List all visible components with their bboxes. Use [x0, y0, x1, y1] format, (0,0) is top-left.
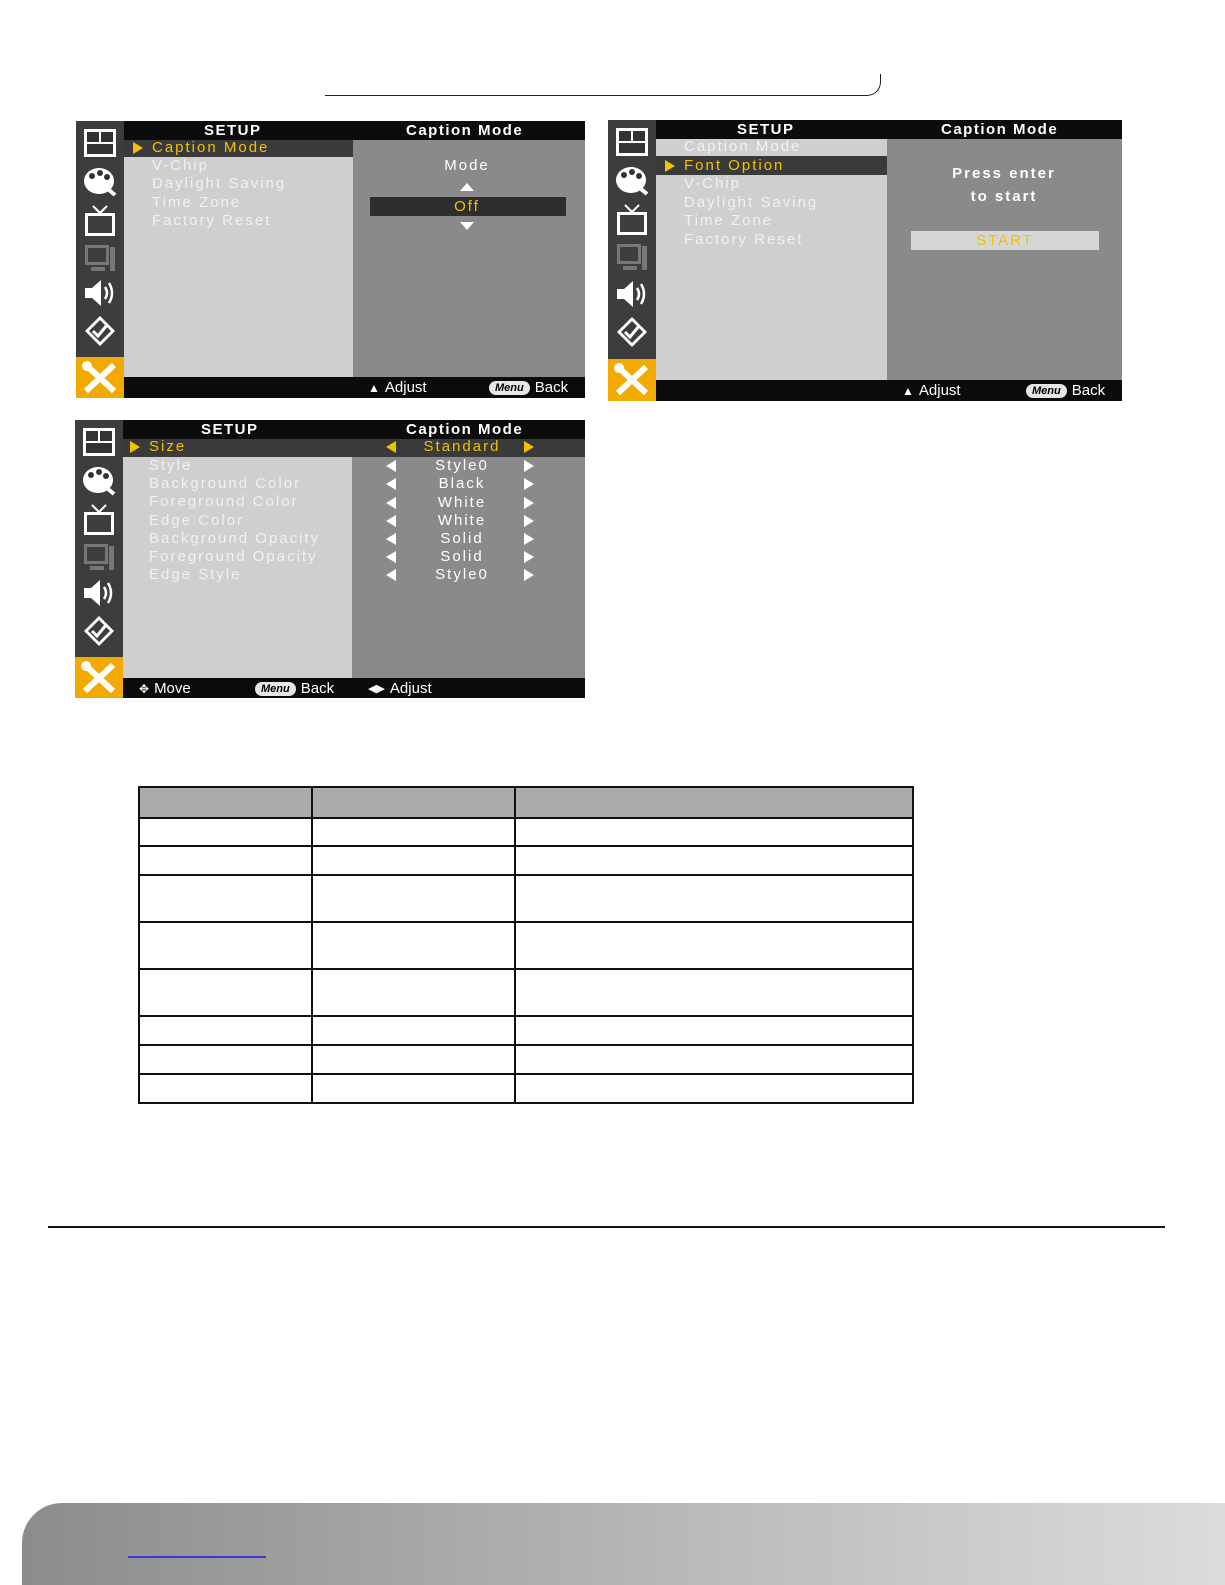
- menu-item-caption-mode[interactable]: Caption Mode: [152, 139, 270, 156]
- setup-tools-icon[interactable]: [608, 359, 656, 401]
- menu-item-time-zone[interactable]: Time Zone: [684, 212, 774, 229]
- setting-label-background-color[interactable]: Background Color: [149, 475, 302, 492]
- menu-item-v-chip[interactable]: V-Chip: [152, 157, 210, 174]
- right-arrow-icon[interactable]: [524, 478, 534, 490]
- picture-layout-icon[interactable]: [611, 123, 653, 161]
- page-footer-bar: [22, 1503, 1225, 1585]
- mode-label: Mode: [444, 157, 490, 174]
- menu-item-caption-mode[interactable]: Caption Mode: [684, 138, 802, 155]
- tv-icon[interactable]: [79, 202, 121, 240]
- menu-key-icon[interactable]: Menu: [1026, 384, 1067, 398]
- mode-value[interactable]: Off: [454, 198, 480, 215]
- osd-panel-font-settings: [75, 420, 585, 698]
- left-arrow-icon[interactable]: [386, 569, 396, 581]
- menu-item-factory-reset[interactable]: Factory Reset: [684, 231, 804, 248]
- footer-back[interactable]: Back: [1071, 382, 1106, 399]
- right-arrow-icon[interactable]: [524, 441, 534, 453]
- osd-panel-font-option: [608, 120, 1122, 401]
- tv-icon[interactable]: [611, 201, 653, 239]
- left-arrow-icon[interactable]: [386, 441, 396, 453]
- section-divider: [48, 1226, 1165, 1228]
- table-row: [139, 1016, 913, 1045]
- footer-adjust: Adjust: [389, 680, 432, 697]
- setting-label-background-opacity[interactable]: Background Opacity: [149, 530, 321, 547]
- osd-footer: [124, 377, 585, 398]
- checklist-icon[interactable]: [79, 312, 121, 350]
- menu-item-time-zone[interactable]: Time Zone: [152, 194, 242, 211]
- up-arrow-icon[interactable]: [460, 183, 474, 191]
- right-arrow-icon[interactable]: [524, 497, 534, 509]
- setting-value-foreground-color[interactable]: White: [437, 494, 487, 511]
- footer-back[interactable]: Back: [300, 680, 335, 697]
- osd-icon-sidebar: [608, 120, 656, 401]
- section-tab-line: [325, 74, 881, 96]
- settings-table: [138, 786, 914, 1104]
- footer-back[interactable]: Back: [534, 379, 569, 396]
- menu-key-icon[interactable]: Menu: [255, 682, 296, 696]
- osd-footer: [123, 678, 585, 698]
- table-header-cell: [312, 787, 515, 818]
- up-down-adjust-icon: ▲︎: [902, 383, 914, 398]
- setting-label-foreground-opacity[interactable]: Foreground Opacity: [149, 548, 318, 565]
- menu-item-daylight-saving[interactable]: Daylight Saving: [684, 194, 819, 211]
- table-row: [139, 875, 913, 922]
- move-cross-icon: ✥: [139, 681, 150, 696]
- selected-arrow-icon: [133, 142, 143, 154]
- picture-layout-icon[interactable]: [79, 124, 121, 162]
- setting-label-foreground-color[interactable]: Foreground Color: [149, 493, 299, 510]
- osd-header-caption-mode: Caption Mode: [941, 121, 1059, 138]
- speaker-icon[interactable]: [611, 275, 653, 313]
- setting-value-edge-color[interactable]: White: [437, 512, 487, 529]
- picture-layout-icon[interactable]: [78, 423, 120, 461]
- footer-link-underline[interactable]: [128, 1556, 266, 1558]
- left-arrow-icon[interactable]: [386, 478, 396, 490]
- left-arrow-icon[interactable]: [386, 551, 396, 563]
- left-arrow-icon[interactable]: [386, 533, 396, 545]
- press-enter-text: Press enter: [952, 165, 1056, 182]
- to-start-text: to start: [970, 188, 1038, 205]
- osd-icon-sidebar: [75, 420, 123, 698]
- setting-label-size[interactable]: Size: [149, 438, 187, 455]
- osd-header-caption-mode: Caption Mode: [406, 122, 524, 139]
- menu-item-daylight-saving[interactable]: Daylight Saving: [152, 175, 287, 192]
- osd-header-setup: SETUP: [201, 421, 259, 438]
- pc-monitor-icon[interactable]: [611, 239, 653, 277]
- osd-header: [123, 420, 585, 439]
- footer-move: Move: [154, 680, 191, 697]
- menu-item-factory-reset[interactable]: Factory Reset: [152, 212, 272, 229]
- menu-item-font-option[interactable]: Font Option: [684, 157, 785, 174]
- selected-arrow-icon: [665, 160, 675, 172]
- table-row: [139, 818, 913, 846]
- footer-adjust: Adjust: [384, 379, 427, 396]
- osd-header-setup: SETUP: [737, 121, 795, 138]
- speaker-icon[interactable]: [79, 274, 121, 312]
- osd-header: [656, 120, 1122, 139]
- start-button-label[interactable]: START: [976, 232, 1034, 249]
- speaker-icon[interactable]: [78, 574, 120, 612]
- table-row: [139, 969, 913, 1016]
- left-arrow-icon[interactable]: [386, 460, 396, 472]
- osd-header: [124, 121, 585, 140]
- right-arrow-icon[interactable]: [524, 533, 534, 545]
- osd-header-caption-mode: Caption Mode: [406, 421, 524, 438]
- table-header-row: [139, 787, 913, 818]
- setup-tools-icon[interactable]: [75, 657, 123, 698]
- color-palette-icon[interactable]: [78, 461, 120, 499]
- setting-value-background-color[interactable]: Black: [438, 475, 486, 492]
- color-palette-icon[interactable]: [79, 162, 121, 200]
- tv-icon[interactable]: [78, 501, 120, 539]
- osd-icon-sidebar: [76, 121, 124, 398]
- setting-value-style[interactable]: Style0: [435, 457, 489, 474]
- table-header-cell: [139, 787, 312, 818]
- checklist-icon[interactable]: [78, 612, 120, 650]
- color-palette-icon[interactable]: [611, 161, 653, 199]
- table-row: [139, 1074, 913, 1103]
- up-down-adjust-icon: ▲︎: [368, 380, 380, 395]
- pc-monitor-icon[interactable]: [78, 539, 120, 577]
- osd-panel-caption-mode: [76, 121, 585, 398]
- osd-footer: [656, 380, 1122, 401]
- table-header-cell: [515, 787, 913, 818]
- value-pane: [353, 140, 585, 377]
- table-row: [139, 1045, 913, 1074]
- footer-adjust: Adjust: [918, 382, 961, 399]
- setting-value-foreground-opacity[interactable]: Solid: [440, 548, 484, 565]
- menu-key-icon[interactable]: Menu: [489, 381, 530, 395]
- checklist-icon[interactable]: [611, 313, 653, 351]
- setting-label-style[interactable]: Style: [149, 457, 193, 474]
- setup-tools-icon[interactable]: [76, 357, 124, 398]
- right-arrow-icon[interactable]: [524, 460, 534, 472]
- left-arrow-icon[interactable]: [386, 497, 396, 509]
- table-row: [139, 846, 913, 875]
- down-arrow-icon[interactable]: [460, 222, 474, 230]
- setting-value-edge-style[interactable]: Style0: [435, 566, 489, 583]
- right-arrow-icon[interactable]: [524, 551, 534, 563]
- pc-monitor-icon[interactable]: [79, 240, 121, 278]
- table-row: [139, 922, 913, 969]
- menu-item-v-chip[interactable]: V-Chip: [684, 175, 742, 192]
- osd-header-setup: SETUP: [204, 122, 262, 139]
- setting-value-size[interactable]: Standard: [423, 438, 501, 455]
- right-arrow-icon[interactable]: [524, 515, 534, 527]
- left-arrow-icon[interactable]: [386, 515, 396, 527]
- left-right-adjust-icon: ◀▶: [368, 683, 385, 695]
- right-arrow-icon[interactable]: [524, 569, 534, 581]
- setting-value-background-opacity[interactable]: Solid: [440, 530, 484, 547]
- setting-label-edge-color[interactable]: Edge Color: [149, 512, 245, 529]
- setting-label-edge-style[interactable]: Edge Style: [149, 566, 242, 583]
- selected-arrow-icon: [130, 441, 140, 453]
